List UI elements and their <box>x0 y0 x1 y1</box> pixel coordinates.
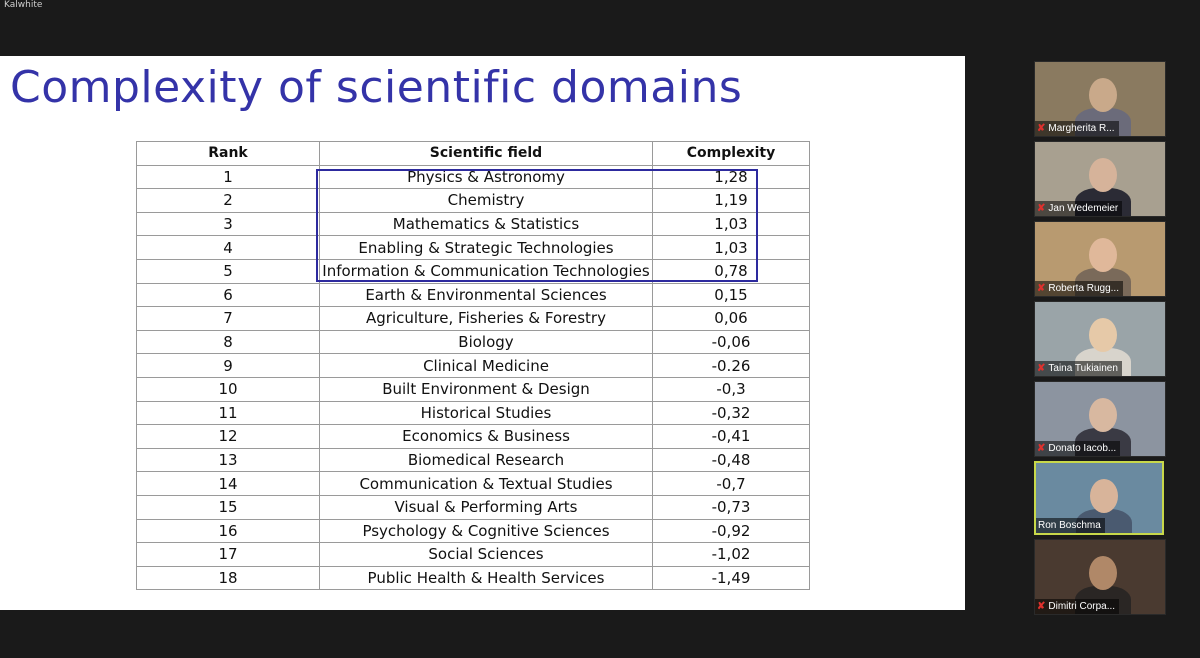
cell-complexity: -0,92 <box>653 519 810 543</box>
participant-name: Ron Boschma <box>1038 520 1101 531</box>
table-row <box>137 354 810 378</box>
column-header-rank: Rank <box>137 142 320 166</box>
cell-complexity: 0,78 <box>653 259 810 283</box>
mic-off-icon: ✘ <box>1037 363 1046 374</box>
cell-field: Communication & Textual Studies <box>320 472 653 496</box>
cell-complexity: -0,73 <box>653 495 810 519</box>
cell-rank: 1 <box>137 165 320 189</box>
mic-off-icon: ✘ <box>1037 443 1046 454</box>
participant-gallery <box>1034 61 1166 619</box>
cell-field: Visual & Performing Arts <box>320 495 653 519</box>
cell-field: Public Health & Health Services <box>320 566 653 590</box>
cell-rank: 13 <box>137 448 320 472</box>
cell-field: Built Environment & Design <box>320 377 653 401</box>
cell-complexity: -0,32 <box>653 401 810 425</box>
cell-field: Biology <box>320 330 653 354</box>
table-row <box>137 448 810 472</box>
cell-field: Historical Studies <box>320 401 653 425</box>
cell-rank: 14 <box>137 472 320 496</box>
cell-complexity: -1,02 <box>653 543 810 567</box>
mic-off-icon: ✘ <box>1037 123 1046 134</box>
cell-field: Physics & Astronomy <box>320 165 653 189</box>
column-header-complexity: Complexity <box>653 142 810 166</box>
cell-field: Clinical Medicine <box>320 354 653 378</box>
cell-complexity: -1,49 <box>653 566 810 590</box>
table-row <box>137 283 810 307</box>
participant-head-shape <box>1089 158 1117 192</box>
participant-name: Jan Wedemeier <box>1048 203 1119 214</box>
mic-off-icon: ✘ <box>1037 283 1046 294</box>
table-row <box>137 259 810 283</box>
cell-complexity: 0,15 <box>653 283 810 307</box>
cell-rank: 3 <box>137 212 320 236</box>
participant-video-tile[interactable] <box>1034 539 1166 615</box>
participant-name-label <box>1035 281 1123 296</box>
cell-complexity: 1,03 <box>653 236 810 260</box>
cell-field: Mathematics & Statistics <box>320 212 653 236</box>
cell-complexity: 1,28 <box>653 165 810 189</box>
cell-field: Information & Communication Technologies <box>320 259 653 283</box>
table-row <box>137 236 810 260</box>
table-row <box>137 165 810 189</box>
participant-name-label <box>1035 201 1122 216</box>
mic-off-icon: ✘ <box>1037 601 1046 612</box>
cell-rank: 4 <box>137 236 320 260</box>
table-row <box>137 401 810 425</box>
participant-video-tile[interactable] <box>1034 221 1166 297</box>
participant-video-tile[interactable] <box>1034 381 1166 457</box>
cell-rank: 16 <box>137 519 320 543</box>
participant-video-tile[interactable] <box>1034 301 1166 377</box>
cell-rank: 6 <box>137 283 320 307</box>
participant-name-label <box>1035 121 1119 136</box>
participant-name-label <box>1036 518 1105 533</box>
cell-rank: 10 <box>137 377 320 401</box>
cell-complexity: -0,06 <box>653 330 810 354</box>
table-row <box>137 330 810 354</box>
cell-rank: 12 <box>137 425 320 449</box>
cell-rank: 9 <box>137 354 320 378</box>
participant-video-tile[interactable] <box>1034 461 1164 535</box>
cell-rank: 18 <box>137 566 320 590</box>
cell-field: Social Sciences <box>320 543 653 567</box>
cell-field: Biomedical Research <box>320 448 653 472</box>
participant-video-tile[interactable] <box>1034 141 1166 217</box>
cell-rank: 15 <box>137 495 320 519</box>
table-header-row <box>137 142 810 166</box>
cell-field: Earth & Environmental Sciences <box>320 283 653 307</box>
table-row <box>137 377 810 401</box>
participant-name: Margherita R... <box>1048 123 1115 134</box>
participant-name-label <box>1035 599 1119 614</box>
cell-field: Agriculture, Fisheries & Forestry <box>320 307 653 331</box>
cell-complexity: 0,06 <box>653 307 810 331</box>
participant-name: Roberta Rugg... <box>1048 283 1119 294</box>
participant-video-tile[interactable] <box>1034 61 1166 137</box>
cell-field: Economics & Business <box>320 425 653 449</box>
window-title-fragment: Kalwhite <box>4 0 43 10</box>
complexity-table <box>136 141 810 590</box>
cell-rank: 8 <box>137 330 320 354</box>
participant-head-shape <box>1089 398 1117 432</box>
cell-complexity: -0.26 <box>653 354 810 378</box>
table-row <box>137 212 810 236</box>
table-row <box>137 472 810 496</box>
cell-rank: 17 <box>137 543 320 567</box>
cell-complexity: 1,19 <box>653 189 810 213</box>
cell-rank: 7 <box>137 307 320 331</box>
cell-complexity: -0,48 <box>653 448 810 472</box>
mic-off-icon: ✘ <box>1037 203 1046 214</box>
participant-name: Dimitri Corpa... <box>1048 601 1116 612</box>
cell-rank: 11 <box>137 401 320 425</box>
cell-rank: 2 <box>137 189 320 213</box>
cell-field: Enabling & Strategic Technologies <box>320 236 653 260</box>
participant-name: Taina Tukiainen <box>1048 363 1118 374</box>
slide-title: Complexity of scientific domains <box>10 62 743 113</box>
participant-name-label <box>1035 361 1122 376</box>
shared-slide <box>0 56 965 610</box>
table-row <box>137 495 810 519</box>
table-row <box>137 543 810 567</box>
cell-complexity: 1,03 <box>653 212 810 236</box>
cell-field: Psychology & Cognitive Sciences <box>320 519 653 543</box>
table-row <box>137 189 810 213</box>
cell-complexity: -0,3 <box>653 377 810 401</box>
participant-head-shape <box>1089 318 1117 352</box>
participant-name-label <box>1035 441 1120 456</box>
column-header-field: Scientific field <box>320 142 653 166</box>
participant-head-shape <box>1089 238 1117 272</box>
table-row <box>137 425 810 449</box>
participant-head-shape <box>1090 479 1118 513</box>
table-row <box>137 307 810 331</box>
table-row <box>137 519 810 543</box>
participant-name: Donato Iacob... <box>1048 443 1117 454</box>
table-row <box>137 566 810 590</box>
cell-complexity: -0,41 <box>653 425 810 449</box>
participant-head-shape <box>1089 78 1117 112</box>
participant-head-shape <box>1089 556 1117 590</box>
cell-field: Chemistry <box>320 189 653 213</box>
cell-complexity: -0,7 <box>653 472 810 496</box>
cell-rank: 5 <box>137 259 320 283</box>
